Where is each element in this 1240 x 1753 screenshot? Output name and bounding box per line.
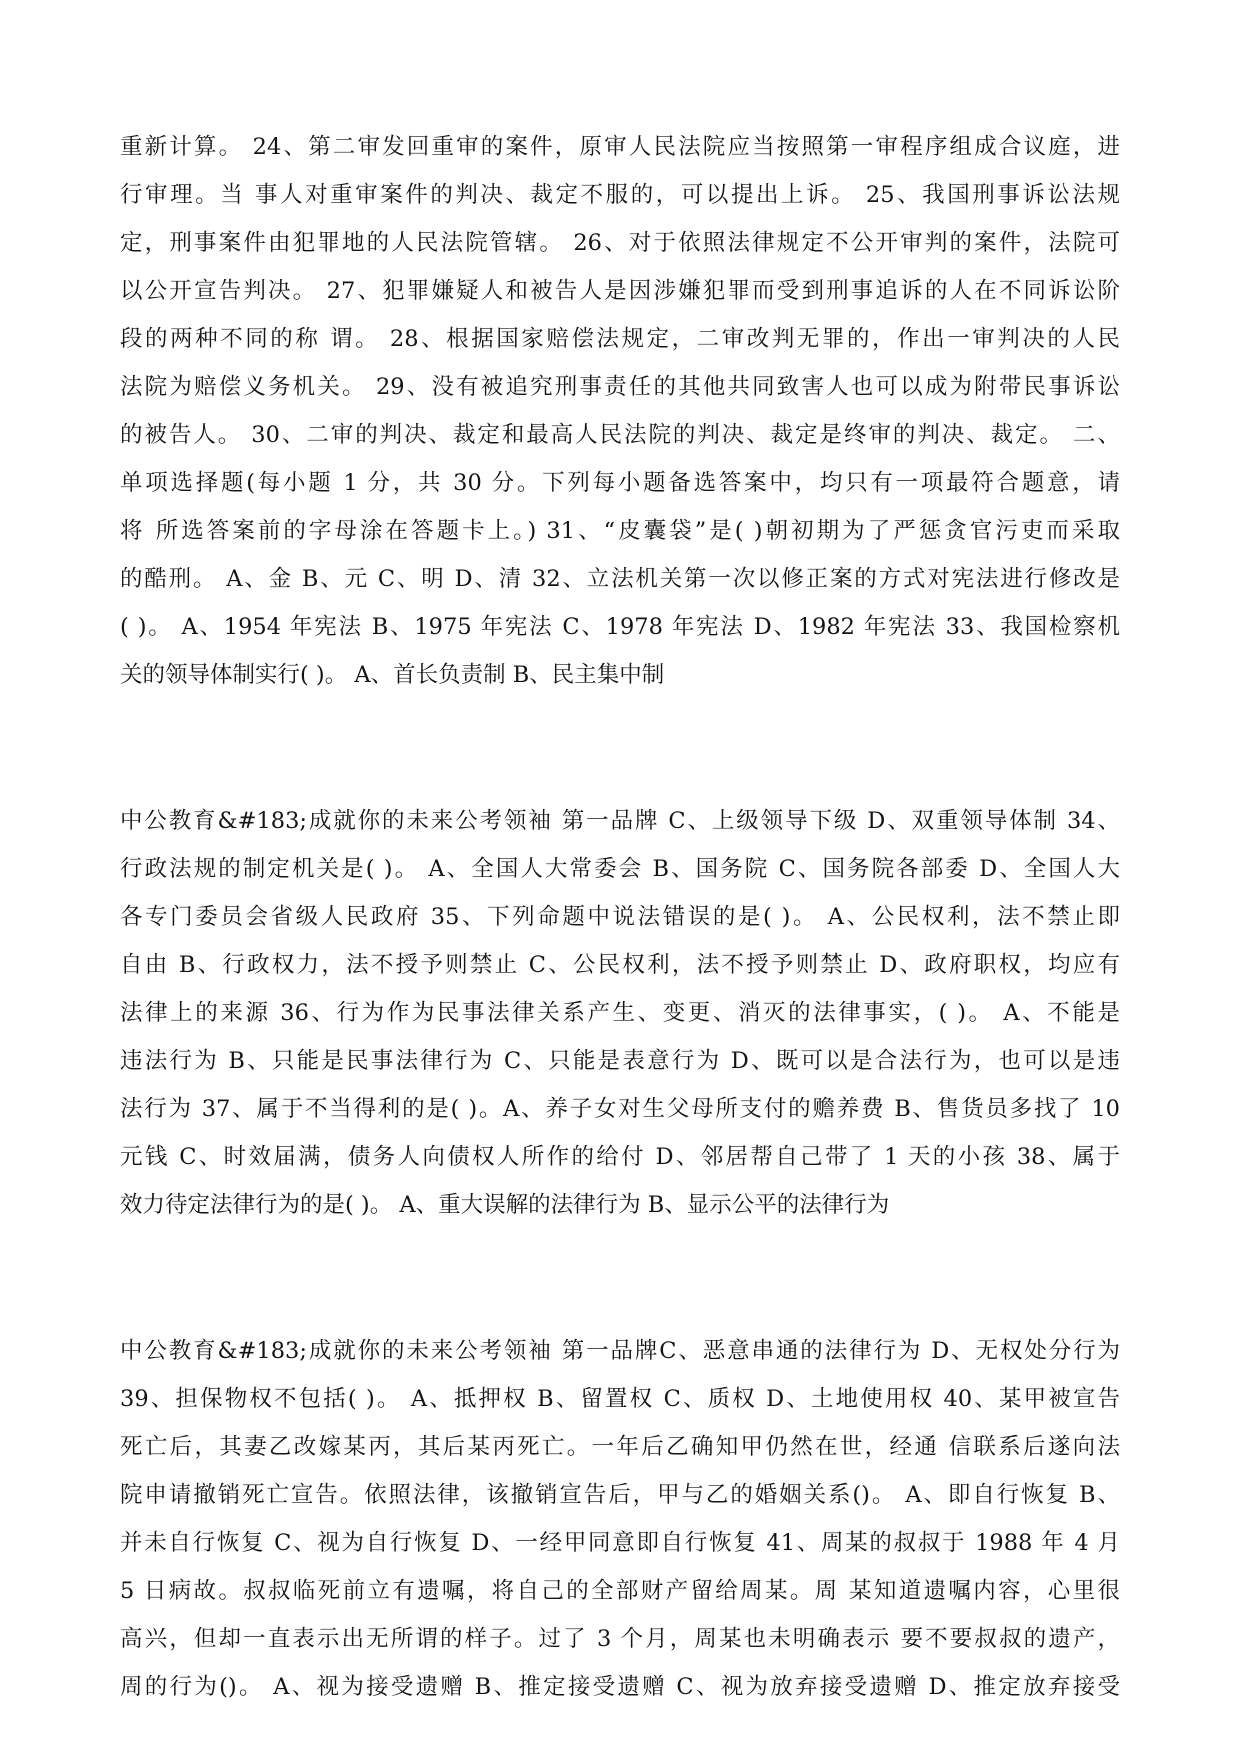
text-line: 39、担保物权不包括( )。 A、抵押权 B、留置权 C、质权 D、土地使用权 40、某甲被宣告 xyxy=(120,1386,1120,1412)
text-line: 行政法规的制定机关是( )。 A、全国人大常委会 B、国务院 C、国务院各部委 D、全国人大 xyxy=(120,856,1120,882)
text-line: 法律上的来源 36、行为作为民事法律关系产生、变更、消灭的法律事实，( )。 A、不能是 xyxy=(120,1000,1120,1026)
text-line: 自由 B、行政权力，法不授予则禁止 C、公民权利，法不授予则禁止 D、政府职权，均应有 xyxy=(120,952,1120,978)
paragraph-2 xyxy=(120,797,1120,1229)
paragraph-gap xyxy=(120,699,1120,797)
text-line: ( )。 A、1954 年宪法 B、1975 年宪法 C、1978 年宪法 D、1982 年宪法 33、我国检察机 xyxy=(120,614,1120,640)
text-line: 将 所选答案前的字母涂在答题卡上。) 31、“皮囊袋”是( )朝初期为了严惩贪官污吏而采取 xyxy=(120,518,1120,544)
text-line: 并未自行恢复 C、视为自行恢复 D、一经甲同意即自行恢复 41、周某的叔叔于 1988 年 4 月 xyxy=(120,1530,1120,1556)
text-line: 的被告人。 30、二审的判决、裁定和最高人民法院的判决、裁定是终审的判决、裁定。 二、 xyxy=(120,422,1120,448)
text-line: 死亡后，其妻乙改嫁某丙，其后某丙死亡。一年后乙确知甲仍然在世，经通 信联系后遂向法 xyxy=(120,1434,1120,1460)
text-line: 中公教育&#183;成就你的未来公考领袖 第一品牌 C、上级领导下级 D、双重领导体制 34、 xyxy=(120,808,1120,834)
text-line: 的酷刑。 A、金 B、元 C、明 D、清 32、立法机关第一次以修正案的方式对宪法进行修改是 xyxy=(120,566,1120,592)
text-line: 中公教育&#183;成就你的未来公考领袖 第一品牌C、恶意串通的法律行为 D、无权处分行为 xyxy=(120,1338,1120,1364)
paragraph-1 xyxy=(120,123,1120,699)
text-line: 重新计算。 24、第二审发回重审的案件，原审人民法院应当按照第一审程序组成合议庭，进 xyxy=(120,134,1120,160)
text-line: 单项选择题(每小题 1 分，共 30 分。下列每小题备选答案中，均只有一项最符合题意，请 xyxy=(120,470,1120,496)
text-line: 行审理。当 事人对重审案件的判决、裁定不服的，可以提出上诉。 25、我国刑事诉讼法规 xyxy=(120,182,1120,208)
text-line: 法院为赔偿义务机关。 29、没有被追究刑事责任的其他共同致害人也可以成为附带民事诉讼 xyxy=(120,374,1120,400)
text-line: 定，刑事案件由犯罪地的人民法院管辖。 26、对于依照法律规定不公开审判的案件，法院可 xyxy=(120,230,1120,256)
text-line: 院申请撤销死亡宣告。依照法律，该撤销宣告后，甲与乙的婚姻关系()。 A、即自行恢复 B、 xyxy=(120,1482,1120,1508)
text-line: 违法行为 B、只能是民事法律行为 C、只能是表意行为 D、既可以是合法行为，也可以是违 xyxy=(120,1048,1120,1074)
text-line: 周的行为()。 A、视为接受遗赠 B、推定接受遗赠 C、视为放弃接受遗赠 D、推定放弃接受 xyxy=(120,1674,1120,1700)
text-line: 段的两种不同的称 谓。 28、根据国家赔偿法规定，二审改判无罪的，作出一审判决的人民 xyxy=(120,326,1120,352)
text-line: 法行为 37、属于不当得利的是( )。A、养子女对生父母所支付的赡养费 B、售货员多找了 10 xyxy=(120,1096,1120,1122)
paragraph-gap xyxy=(120,1229,1120,1327)
document-page xyxy=(120,123,1120,1711)
text-line: 高兴，但却一直表示出无所谓的样子。过了 3 个月，周某也未明确表示 要不要叔叔的遗产， xyxy=(120,1626,1120,1652)
text-line: 效力待定法律行为的是( )。 A、重大误解的法律行为 B、显示公平的法律行为 xyxy=(120,1192,890,1218)
text-line: 关的领导体制实行( )。 A、首长负责制 B、民主集中制 xyxy=(120,662,665,688)
text-line: 各专门委员会省级人民政府 35、下列命题中说法错误的是( )。 A、公民权利，法不禁止即 xyxy=(120,904,1120,930)
text-line: 5 日病故。叔叔临死前立有遗嘱，将自己的全部财产留给周某。周 某知道遗嘱内容，心里很 xyxy=(120,1578,1120,1604)
paragraph-3 xyxy=(120,1327,1120,1711)
text-line: 以公开宣告判决。 27、犯罪嫌疑人和被告人是因涉嫌犯罪而受到刑事追诉的人在不同诉讼阶 xyxy=(120,278,1120,304)
text-line: 元钱 C、时效届满，债务人向债权人所作的给付 D、邻居帮自己带了 1 天的小孩 38、属于 xyxy=(120,1144,1120,1170)
